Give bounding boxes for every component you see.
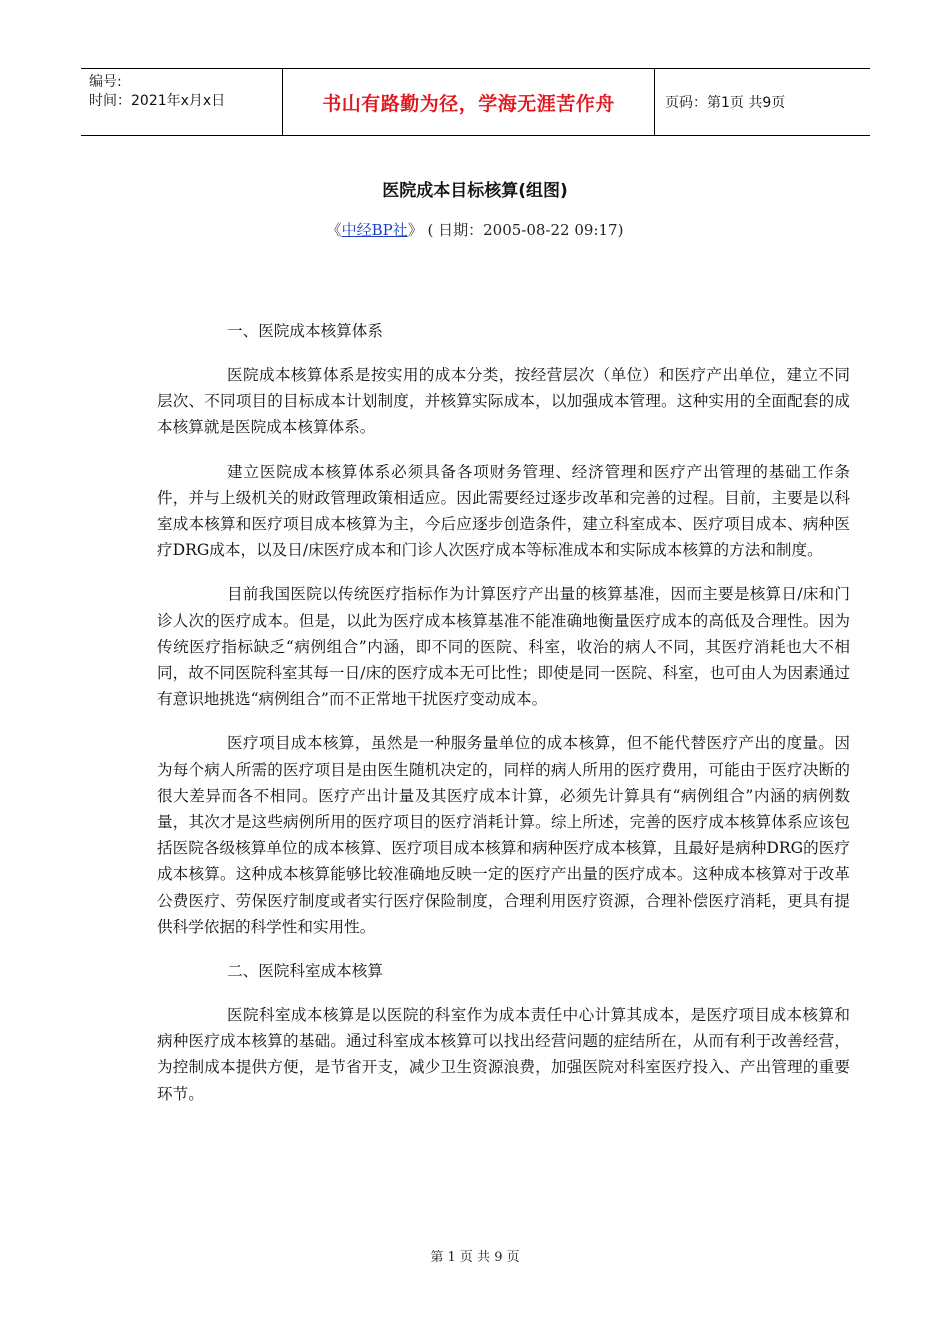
- article-title: 医院成本目标核算(组图): [382, 181, 568, 201]
- paragraph: 医疗项目成本核算，虽然是一种服务量单位的成本核算，但不能代替医疗产出的度量。因为每个病人所需的医疗项目是由医生随机决定的，同样的病人所用的医疗费用，可能由于医疗决断的很大差异而各不相同。医疗产出计量及其医疗成本计算，必须先计算具有“病例组合”内涵的病例数量，其次才是这些病例所用的医疗项目的医疗消耗计算。综上所述，完善的医疗成本核算体系应该包括医院各级核算单位的成本核算、医疗项目成本核算和病种医疗成本核算，且最好是病种DRG的医疗成本核算。这种成本核算能够比较准确地反映一定的医疗产出量的医疗成本。这种成本核算对于改革公费医疗、劳保医疗制度或者实行医疗保险制度，合理利用医疗资源，合理补偿医疗消耗，更具有提供科学依据的科学性和实用性。: [157, 734, 850, 936]
- source-open-bracket: 《: [326, 221, 342, 239]
- section-heading-1: 一、医院成本核算体系: [227, 322, 383, 340]
- header-left-cell: [81, 69, 282, 135]
- motto-cell: [282, 69, 655, 135]
- page-footer: 第 1 页 共 9 页: [430, 1250, 520, 1265]
- paragraph: 医院科室成本核算是以医院的科室作为成本责任中心计算其成本，是医疗项目成本核算和病种医疗成本核算的基础。通过科室成本核算可以找出经营问题的症结所在，从而有利于改善经营，为控制成本提供方便，是节省开支，减少卫生资源浪费，加强医院对科室医疗投入、产出管理的重要环节。: [157, 1006, 850, 1103]
- source-close-bracket: 》: [407, 221, 423, 239]
- article-date: ( 日期：2005-08-22 09:17): [427, 221, 624, 239]
- motto-text: 书山有路勤为径，学海无涯苦作舟: [322, 92, 615, 115]
- paragraph: 医院成本核算体系是按实用的成本分类，按经营层次（单位）和医疗产出单位，建立不同层次、不同项目的目标成本计划制度，并核算实际成本，以加强成本管理。这种实用的全面配套的成本核算就是医院成本核算体系。: [157, 366, 850, 437]
- number-label: 编号:: [89, 74, 122, 90]
- time-label: 时间：2021年x月x日: [89, 93, 226, 109]
- paragraph: 建立医院成本核算体系必须具备各项财务管理、经济管理和医疗产出管理的基础工作条件，并与上级机关的财政管理政策相适应。因此需要经过逐步改革和完善的过程。目前，主要是以科室成本核算和医疗项目成本核算为主，今后应逐步创造条件，建立科室成本、医疗项目成本、病种医疗DRG成本，以及日/床医疗成本和门诊人次医疗成本等标准成本和实际成本核算的方法和制度。: [157, 462, 850, 560]
- article-meta: [0, 219, 950, 240]
- article-body: [157, 318, 850, 1125]
- source-link[interactable]: 中经BP社: [341, 221, 408, 239]
- paragraph: 目前我国医院以传统医疗指标作为计算医疗产出量的核算基准，因而主要是核算日/床和门诊人次的医疗成本。但是，以此为医疗成本核算基准不能准确地衡量医疗成本的高低及合理性。因为传统医疗指标缺乏“病例组合”内涵，即不同的医院、科室，收治的病人不同，其医疗消耗也大不相同，故不同医院科室其每一日/床的医疗成本无可比性；即使是同一医院、科室，也可由人为因素通过有意识地挑选“病例组合”而不正常地干扰医疗变动成本。: [157, 585, 850, 709]
- page-code-cell: [655, 69, 870, 135]
- page-code-text: 页码：第1页 共9页: [665, 95, 786, 111]
- section-heading-2: 二、医院科室成本核算: [227, 962, 383, 981]
- header-table: [81, 68, 870, 136]
